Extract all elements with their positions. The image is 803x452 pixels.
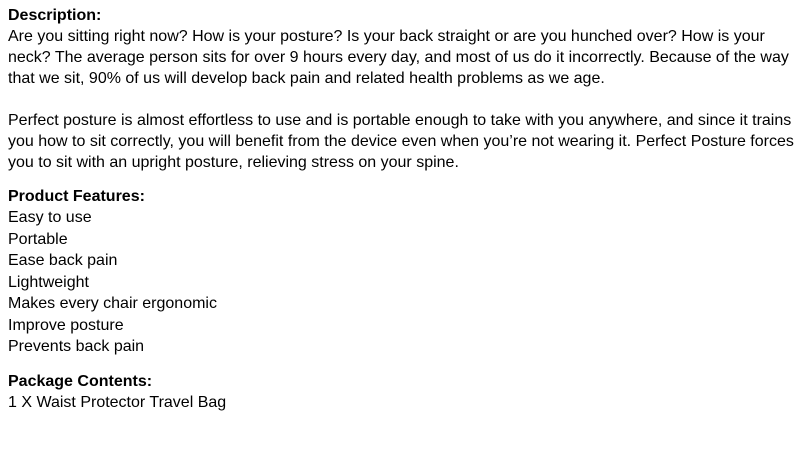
description-paragraph-2: Perfect posture is almost effortless to use and is portable enough to take with you anywhere, and since it trains you how to sit correctly, you will benefit from the device even when you’re not wearing it. Perfect Posture forces you to sit with an upright posture, relieving stress on your spine. (8, 112, 794, 171)
list-item: Improve posture (8, 316, 124, 334)
product-features-list (8, 207, 795, 358)
description-heading: Description: (8, 7, 102, 24)
list-item: Makes every chair ergonomic (8, 295, 217, 312)
product-features-heading: Product Features: (8, 188, 145, 205)
paragraph-spacer (8, 89, 795, 110)
package-contents-line: 1 X Waist Protector Travel Bag (8, 393, 227, 411)
section-gap-package (8, 358, 795, 372)
list-item: Ease back pain (8, 252, 118, 269)
description-paragraph-1: Are you sitting right now? How is your posture? Is your back straight or are you hunched over? How is your neck? The average person sits for over 9 hours every day, and most of us do it incorrectly. Because of the way that we sit, 90% of us will develop back pain and related health problems as we age. (8, 28, 789, 87)
list-item: Portable (8, 230, 68, 248)
list-item: Lightweight (8, 273, 89, 291)
list-item: Easy to use (8, 209, 92, 226)
section-gap-features (8, 173, 795, 187)
package-contents-heading: Package Contents: (8, 372, 153, 390)
list-item: Prevents back pain (8, 338, 145, 355)
